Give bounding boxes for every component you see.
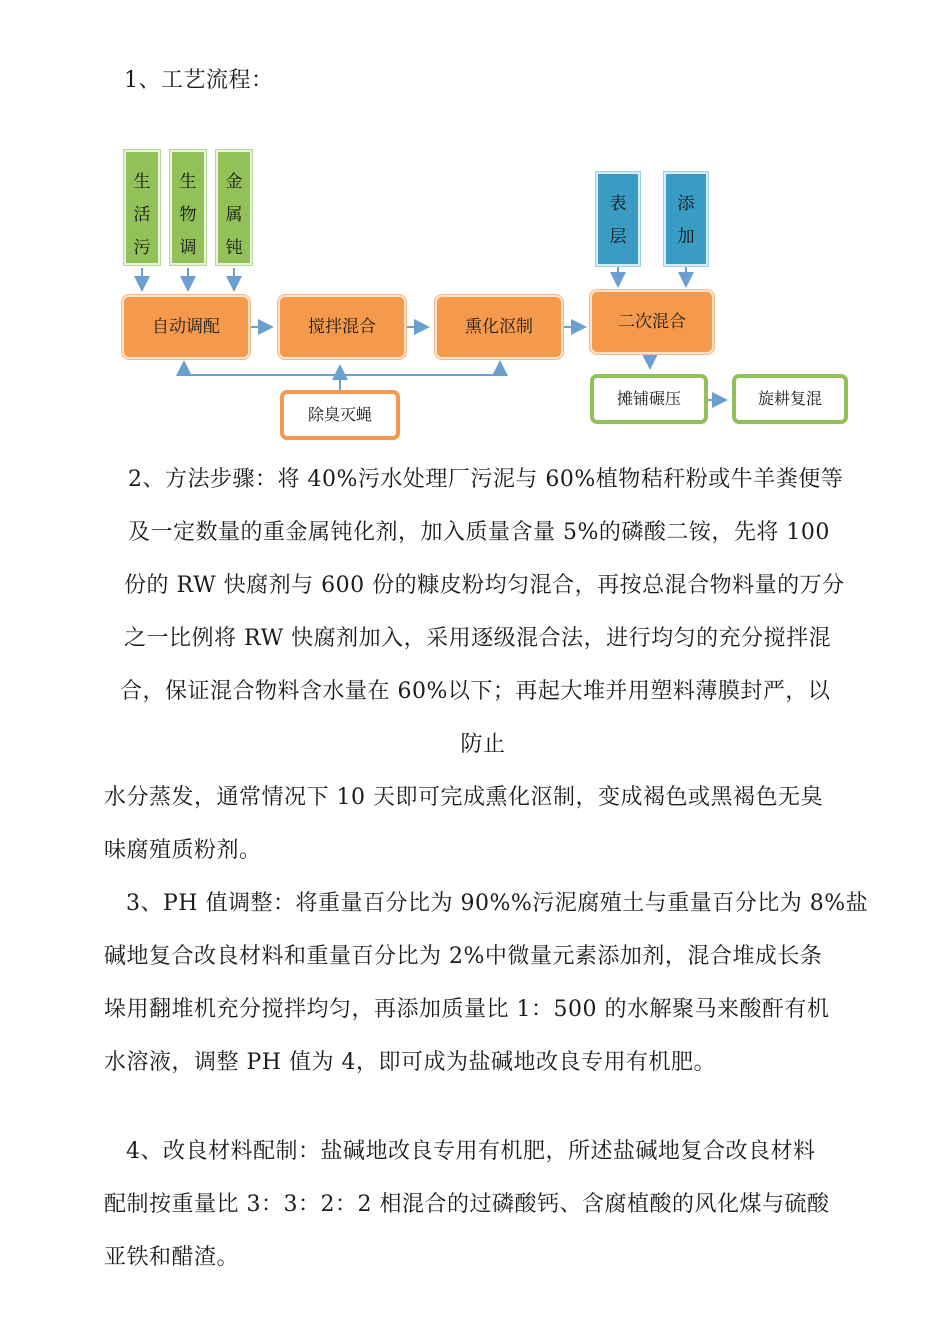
para4-line: 4、改良材料配制：盐碱地改良专用有机肥，所述盐碱地复合改良材料 [126,1139,816,1164]
para2-line: 合，保证混合物料含水量在 60%以下；再起大堆并用塑料薄膜封严，以 [120,679,831,704]
para2-line: 防止 [460,732,506,757]
para2-line: 及一定数量的重金属钝化剂，加入质量含量 5%的磷酸二铵，先将 100 [128,520,830,545]
para3-line: 3、PH 值调整：将重量百分比为 90%%污泥腐殖土与重量百分比为 8%盐 [126,891,869,916]
input-char: 层 [609,227,627,247]
input-box-surface [596,172,640,266]
input-char: 调 [179,238,197,258]
step-till-remix: 旋耕复混 [732,374,848,424]
input-char: 金 [225,172,243,192]
input-box-additive [664,172,708,266]
section-heading-process: 1、工艺流程： [124,68,274,93]
para2-line: 份的 RW 快腐剂与 600 份的糠皮粉均匀混合，再按总混合物料量的万分 [124,573,845,598]
input-char: 属 [225,205,243,225]
para3-line: 垛用翻堆机充分搅拌均匀，再添加质量比 1：500 的水解聚马来酸酐有机 [104,997,830,1022]
input-char: 物 [179,205,197,225]
para3-line: 水溶液，调整 PH 值为 4，即可成为盐碱地改良专用有机肥。 [104,1050,716,1075]
input-char: 生 [133,172,151,192]
para2-line: 2、方法步骤：将 40%污水处理厂污泥与 60%植物秸秆粉或牛羊粪便等 [128,467,844,492]
step-stir-mix: 搅拌混合 [278,295,406,359]
step-second-mix: 二次混合 [590,290,714,354]
input-char: 添 [677,194,695,214]
para4-line: 配制按重量比 3：3：2：2 相混合的过磷酸钙、含腐植酸的风化煤与硫酸 [104,1192,830,1217]
input-char: 表 [609,194,627,214]
input-char: 污 [133,238,151,258]
para4-line: 亚铁和醋渣。 [104,1245,240,1270]
input-char: 活 [133,205,151,225]
step-spread-roll: 摊铺碾压 [590,374,708,424]
process-flow-diagram [110,140,860,450]
input-char: 生 [179,172,197,192]
para3-line: 碱地复合改良材料和重量百分比为 2%中微量元素添加剂，混合堆成长条 [104,944,823,969]
input-box-bio [170,150,206,265]
input-box-metal [216,150,252,265]
para2-line: 水分蒸发，通常情况下 10 天即可完成熏化沤制，变成褐色或黑褐色无臭 [104,785,823,810]
para2-line: 之一比例将 RW 快腐剂加入，采用逐级混合法，进行均匀的充分搅拌混 [124,626,832,651]
step-auto-mix: 自动调配 [122,295,250,359]
input-box-sludge [124,150,160,265]
step-ferment: 熏化沤制 [435,295,563,359]
para2-line: 味腐殖质粉剂。 [104,838,262,863]
input-char: 钝 [225,238,243,258]
input-char: 加 [677,227,695,247]
step-deodor: 除臭灭蝇 [280,390,400,440]
